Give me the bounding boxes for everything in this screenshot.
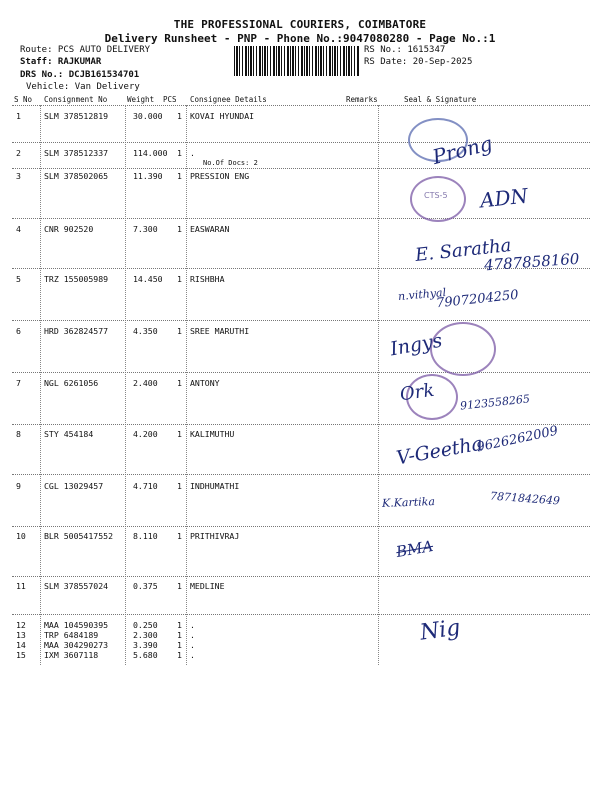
cell-sno: 15: [16, 650, 26, 660]
phone-row9: 7871842649: [489, 489, 561, 508]
cell-consignment: MAA 304290273: [44, 640, 109, 650]
phone-row4: 4787858160: [483, 249, 580, 275]
cell-consignment: CNR 902520: [44, 224, 94, 234]
row-divider: [12, 526, 590, 527]
cell-sno: 4: [16, 224, 21, 234]
phone-row7: 9123558265: [459, 392, 531, 413]
cell-consignment: SLM 378502065: [44, 171, 109, 181]
col-pcs-header: PCS: [163, 95, 177, 104]
cell-consignee: .: [190, 640, 195, 650]
col-weight-header: Weight: [127, 95, 155, 104]
cell-consignee: .: [190, 620, 195, 630]
signature-row6: Ingys: [388, 329, 444, 361]
cell-sno: 14: [16, 640, 26, 650]
cell-consignment: SLM 378512819: [44, 111, 109, 121]
cell-consignee: PRESSION ENG: [190, 171, 250, 181]
cell-sno: 11: [16, 581, 26, 591]
signature-row10: BMA: [394, 536, 435, 562]
col-sno-header: S No: [14, 95, 33, 104]
cell-consignment: SLM 378512337: [44, 148, 109, 158]
cell-consignee: EASWARAN: [190, 224, 230, 234]
cell-pcs: 1: [177, 111, 182, 121]
row-divider: [12, 576, 590, 577]
cell-consignee: ANTONY: [190, 378, 220, 388]
col-consignee-header: Consignee Details: [190, 95, 267, 104]
signature-row5: n.vithyal: [397, 285, 447, 304]
col-divider: [378, 105, 379, 665]
barcode-image: [234, 46, 360, 76]
signature-row3: ADN: [478, 183, 530, 213]
phone-row8: 9626262009: [475, 423, 560, 456]
cell-consignee: KOVAI HYUNDAI: [190, 111, 255, 121]
cell-pcs: 1: [177, 171, 182, 181]
cell-pcs: 1: [177, 148, 182, 158]
row-divider: [12, 474, 590, 475]
row-divider: [12, 424, 590, 425]
cell-consignee: INDHUMATHI: [190, 481, 240, 491]
cell-pcs: 1: [177, 640, 182, 650]
col-seal-header: Seal & Signature: [404, 95, 477, 104]
row-divider: [12, 372, 590, 373]
cell-weight: 0.250: [133, 620, 158, 630]
cell-consignee: RISHBHA: [190, 274, 225, 284]
cell-pcs: 1: [177, 429, 182, 439]
cell-sno: 10: [16, 531, 26, 541]
cell-pcs: 1: [177, 620, 182, 630]
cell-weight: 2.400: [133, 378, 158, 388]
cell-sno: 5: [16, 274, 21, 284]
cell-docs-note: No.Of Docs: 2: [203, 159, 258, 167]
cell-consignment: NGL 6261056: [44, 378, 99, 388]
cell-sno: 6: [16, 326, 21, 336]
cell-consignment: TRZ 155005989: [44, 274, 109, 284]
cell-weight: 8.110: [133, 531, 158, 541]
rs-number: RS No.: 1615347: [364, 45, 446, 55]
cell-weight: 4.350: [133, 326, 158, 336]
col-consignment-header: Consignment No: [44, 95, 108, 104]
route-label: Route: PCS AUTO DELIVERY: [20, 45, 151, 55]
cell-pcs: 1: [177, 326, 182, 336]
cell-consignee: MEDLINE: [190, 581, 225, 591]
cell-sno: 9: [16, 481, 21, 491]
cell-sno: 8: [16, 429, 21, 439]
header-divider: [12, 105, 590, 106]
cell-consignee: .: [190, 650, 195, 660]
cell-consignee: PRITHIVRAJ: [190, 531, 240, 541]
round-stamp: [410, 176, 466, 222]
cell-consignment: STY 454184: [44, 429, 94, 439]
col-remarks-header: Remarks: [346, 95, 378, 104]
cell-sno: 7: [16, 378, 21, 388]
col-divider: [125, 105, 126, 665]
row-divider: [12, 218, 590, 219]
cell-pcs: 1: [177, 274, 182, 284]
signature-row12: Nig: [418, 615, 462, 646]
company-title: THE PROFESSIONAL COURIERS, COIMBATORE: [173, 18, 427, 31]
cell-consignment: SLM 378557024: [44, 581, 109, 591]
cell-consignment: CGL 13029457: [44, 481, 104, 491]
runsheet-title: Delivery Runsheet - PNP - Phone No.:9047080280 - Page No.:1: [104, 32, 496, 45]
cell-consignment: BLR 5005417552: [44, 531, 114, 541]
cell-weight: 4.200: [133, 429, 158, 439]
cell-weight: 5.680: [133, 650, 158, 660]
cell-weight: 7.300: [133, 224, 158, 234]
cell-weight: 30.000: [133, 111, 163, 121]
cell-consignment: IXM 3607118: [44, 650, 99, 660]
cell-weight: 2.300: [133, 630, 158, 640]
col-divider: [40, 105, 41, 665]
cell-consignee: .: [190, 148, 195, 158]
phone-row5: 7907204250: [435, 287, 520, 312]
cell-pcs: 1: [177, 378, 182, 388]
cell-sno: 2: [16, 148, 21, 158]
cell-sno: 3: [16, 171, 21, 181]
cell-pcs: 1: [177, 581, 182, 591]
signature-row1: Prong: [429, 131, 495, 169]
cell-sno: 13: [16, 630, 26, 640]
cell-sno: 1: [16, 111, 21, 121]
cell-consignment: MAA 104590395: [44, 620, 109, 630]
cell-consignee: .: [190, 630, 195, 640]
signature-row7: Ork: [398, 379, 436, 406]
signature-row4: E. Saratha: [414, 235, 513, 266]
cell-weight: 114.000: [133, 148, 168, 158]
row-divider: [12, 614, 590, 615]
row-divider: [12, 168, 590, 169]
rs-date: RS Date: 20-Sep-2025: [364, 57, 473, 67]
cell-weight: 3.390: [133, 640, 158, 650]
cell-consignee: KALIMUTHU: [190, 429, 235, 439]
staff-label: Staff: RAJKUMAR: [20, 57, 102, 67]
vehicle-label: Vehicle: Van Delivery: [26, 82, 140, 92]
cell-pcs: 1: [177, 650, 182, 660]
stamp-text: CTS-5: [424, 191, 448, 200]
signature-row8: V-Geetha: [394, 432, 485, 470]
cell-pcs: 1: [177, 481, 182, 491]
cell-pcs: 1: [177, 531, 182, 541]
row-divider: [12, 320, 590, 321]
signature-row9: K.Kartika: [381, 495, 436, 510]
cell-consignment: TRP 6484189: [44, 630, 99, 640]
cell-weight: 11.390: [133, 171, 163, 181]
row-divider: [12, 142, 590, 143]
drs-number: DRS No.: DCJB161534701: [20, 70, 140, 80]
col-divider: [186, 105, 187, 665]
cell-weight: 4.710: [133, 481, 158, 491]
cell-weight: 14.450: [133, 274, 163, 284]
cell-weight: 0.375: [133, 581, 158, 591]
cell-pcs: 1: [177, 630, 182, 640]
cell-consignment: HRD 362824577: [44, 326, 109, 336]
cell-pcs: 1: [177, 224, 182, 234]
cell-consignee: SREE MARUTHI: [190, 326, 250, 336]
cell-sno: 12: [16, 620, 26, 630]
